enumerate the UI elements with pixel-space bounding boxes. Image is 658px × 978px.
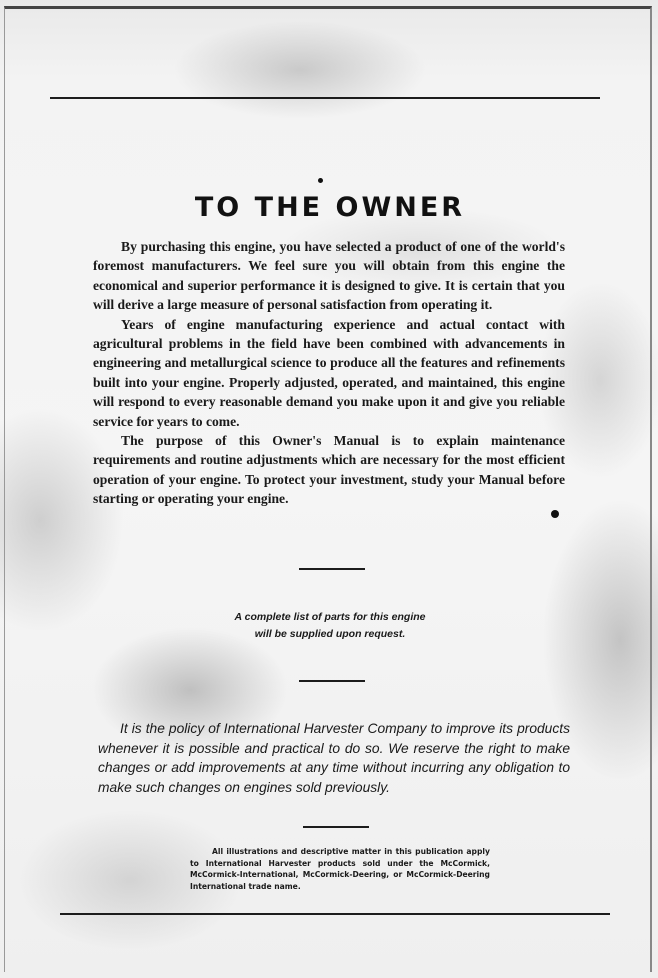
parts-notice-line-1: A complete list of parts for this engine [234, 611, 426, 623]
section-divider [299, 680, 365, 682]
paragraph-purpose: The purpose of this Owner's Manual is to explain maintenance requirements and routine adjustments which are necessary for the most efficient operation of your engine. To protect your investment, study your Manual before starting or operating your engine. [93, 433, 565, 507]
ink-spot [318, 178, 323, 183]
owner-message [93, 237, 565, 509]
disclaimer-text: All illustrations and descriptive matter in this publication apply to International Harvester products sold under the McCormick, McCormick-International, McCormick-Deering, or McCormick-Deering International trade name. [190, 847, 490, 891]
section-divider [303, 826, 369, 828]
parts-notice [190, 609, 470, 643]
trade-name-disclaimer [190, 846, 490, 892]
bottom-rule [60, 913, 610, 915]
paragraph-experience: Years of engine manufacturing experience and actual contact with agricultural problems in the field have been combined with advancements in engineering and metallurgical science to produce all the features and refinements built into your engine. Properly adjusted, operated, and maintained, this engine will respond to every reasonable demand you make upon it and give you reliable service for years to come. [93, 316, 565, 429]
policy-statement [98, 719, 570, 797]
parts-notice-line-2: will be supplied upon request. [254, 628, 406, 640]
top-rule [50, 97, 600, 99]
policy-text: It is the policy of International Harvester Company to improve its products whenever it is possible and practical to do so. We reserve the right to make changes or add improvements at any time without incurring any obligation to make such changes on engines sold previously. [98, 721, 570, 795]
section-divider [299, 568, 365, 570]
paragraph-purchase: By purchasing this engine, you have selected a product of one of the world's foremost manufacturers. We feel sure you will obtain from this engine the economical and superior performance it is designed to give. It is certain that you will derive a large measure of personal satisfaction from operating it. [93, 239, 565, 313]
ink-spot [551, 510, 559, 518]
page-title: TO THE OWNER [194, 192, 466, 223]
